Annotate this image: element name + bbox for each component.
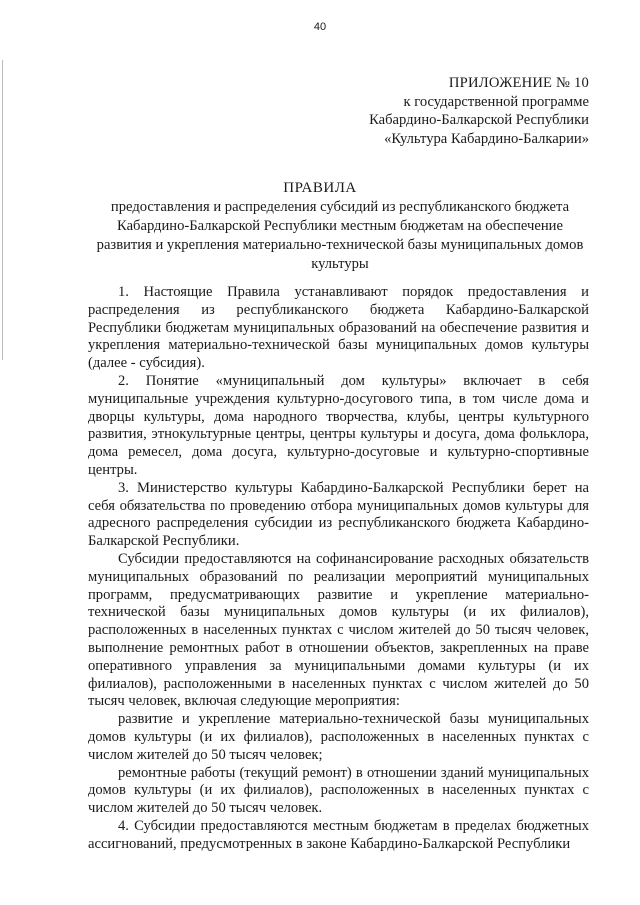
paragraph-item-development: развитие и укрепление материально-технической базы муниципальных домов культуры (и их филиалов), расположенных в населенных пунктах с числом жителей до 50 тысяч человек; <box>88 711 589 763</box>
appendix-line-program-name: «Культура Кабардино-Балкарии» <box>384 130 589 147</box>
paragraph-4: 4. Субсидии предоставляются местным бюджетам в пределах бюджетных ассигнований, предусмотренных в законе Кабардино-Балкарской Республики <box>88 817 589 852</box>
paragraph-subsidies: Субсидии предоставляются на софинансирование расходных обязательств муниципальных образований по реализации мероприятий муниципальных программ, предусматривающих развитие и укрепление материально-технической базы муниципальных домов культуры (и их филиалов), расположенных в населенных пунктах с числом жителей до 50 тысяч человек, выполнение ремонтных работ в отношении объектов, закрепленных на праве оперативного управления за муниципальными домами культуры (и их филиалов), расположенными в населенных пунктах с числом жителей до 50 тысяч человек, включая следующие мероприятия: <box>88 550 589 710</box>
document-body <box>88 284 589 854</box>
paragraph-3: 3. Министерство культуры Кабардино-Балкарской Республики берет на себя обязательства по проведению отбора муниципальных домов культуры для адресного распределения субсидии из республиканского бюджета Кабардино-Балкарской Республики. <box>88 479 589 550</box>
rules-heading: ПРАВИЛА <box>283 180 357 196</box>
paragraph-1: 1. Настоящие Правила устанавливают порядок предоставления и распределения из республиканского бюджета Кабардино-Балкарской Республики бюджетам муниципальных образований на обеспечение развития и укрепления материально-технической базы муниципальных домов культуры (далее - субсидия). <box>88 284 589 372</box>
appendix-line-program: к государственной программе <box>403 93 589 110</box>
rules-subtitle: предоставления и распределения субсидий из республиканского бюджета Кабардино-Балкарской Республики местным бюджетам на обеспечение развития и укрепления материально-технической базы муниципальных домов культуры <box>96 199 584 272</box>
page-number: 40 <box>313 21 327 33</box>
appendix-block <box>369 74 589 148</box>
appendix-title: ПРИЛОЖЕНИЕ № 10 <box>448 75 589 91</box>
paragraph-item-repair: ремонтные работы (текущий ремонт) в отношении зданий муниципальных домов культуры (и их филиалов), расположенных в населенных пунктах с числом жителей до 50 тысяч человек. <box>88 764 589 817</box>
scan-edge-mark <box>2 60 3 360</box>
paragraph-2: 2. Понятие «муниципальный дом культуры» включает в себя муниципальные учреждения культурно-досугового типа, в том числе дома и дворцы культуры, дома народного творчества, клубы, центры культурного развития, этнокультурные центры, центры культуры и досуга, дома фольклора, дома ремесел, дома досуга, культурно-досуговые и культурно-спортивные центры. <box>88 372 589 478</box>
appendix-line-republic: Кабардино-Балкарской Республики <box>369 112 589 128</box>
